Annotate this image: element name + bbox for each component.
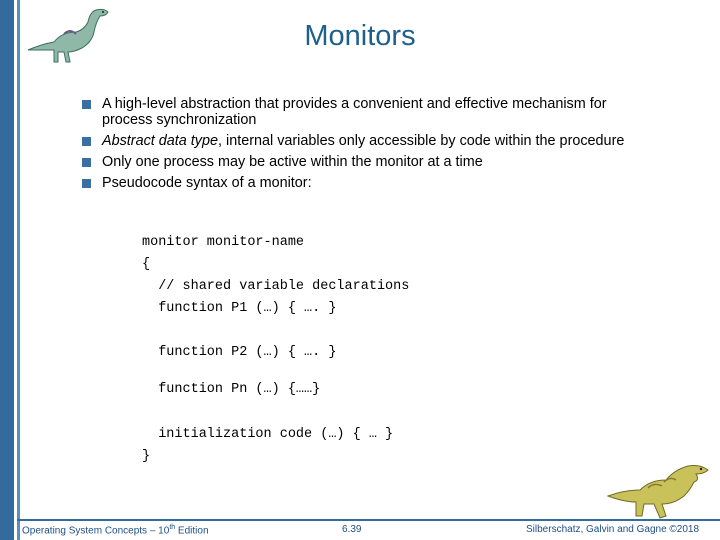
bullet-text: A high-level abstraction that provides a convenient and effective mechanism for process synchronization <box>102 96 607 128</box>
dinosaur-icon <box>604 460 716 522</box>
square-bullet-icon <box>82 137 91 146</box>
pseudocode-block <box>142 235 410 464</box>
square-bullet-icon <box>82 158 91 167</box>
code-line: } <box>142 449 151 464</box>
bullet-item <box>78 154 638 170</box>
bullet-text: Pseudocode syntax of a monitor: <box>102 175 312 191</box>
bullet-list <box>78 96 638 196</box>
code-line: initialization code (…) { … } <box>142 427 394 442</box>
code-line: function Pn (…) {……} <box>142 382 321 397</box>
footer-book-title: Operating System Concepts – 10th Edition <box>22 524 209 537</box>
square-bullet-icon <box>82 179 91 188</box>
code-line: function P2 (…) { …. } <box>142 345 337 360</box>
bullet-text: Only one process may be active within the monitor at a time <box>102 154 483 170</box>
square-bullet-icon <box>82 100 91 109</box>
bullet-item <box>78 133 638 149</box>
code-line: { <box>142 257 151 272</box>
code-line: function P1 (…) { …. } <box>142 301 337 316</box>
left-accent-line <box>17 0 20 540</box>
bullet-emphasis: Abstract data type <box>102 133 218 149</box>
footer-copyright: Silberschatz, Galvin and Gagne ©2018 <box>526 524 700 535</box>
left-accent-band <box>0 0 14 540</box>
bullet-item <box>78 175 638 191</box>
bullet-text: , internal variables only accessible by code within the procedure <box>218 133 625 149</box>
bullet-item <box>78 96 638 128</box>
footer-page-number: 6.39 <box>342 524 362 535</box>
code-line: monitor monitor-name <box>142 235 305 250</box>
code-line: // shared variable declarations <box>142 279 410 294</box>
slide-title: Monitors <box>304 20 416 52</box>
